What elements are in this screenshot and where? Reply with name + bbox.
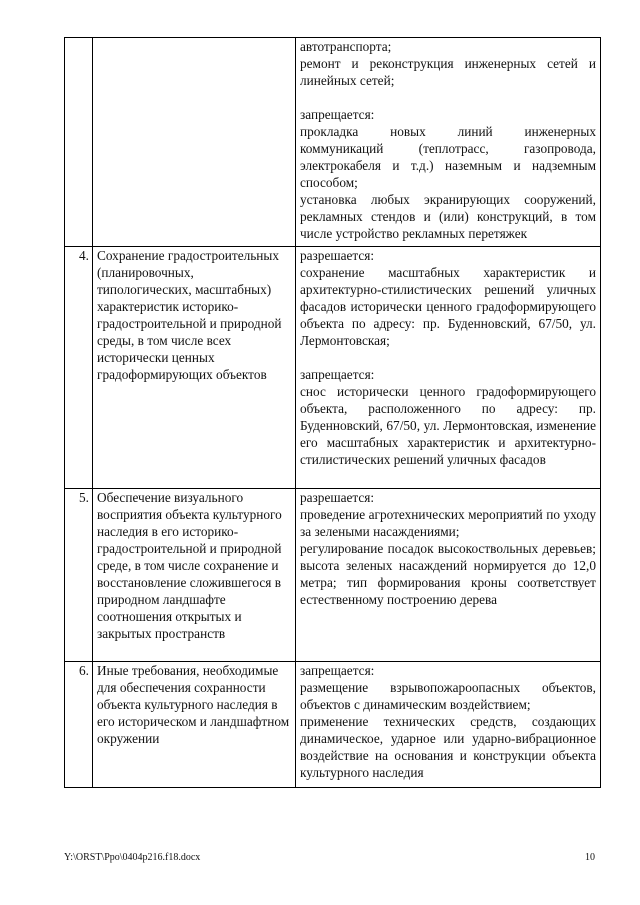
req-text: разрешается: xyxy=(300,490,375,505)
row-name: Сохранение градостроительных (планировочных, типологических, масштабных) характеристик историко-градостроительной и природной среды, в том числе всех исторически ценных градоформирующих объектов xyxy=(93,247,296,489)
requirements-table xyxy=(64,37,601,788)
table-row xyxy=(65,662,601,788)
req-text: снос исторически ценного градоформирующего объекта, расположенного по адресу: пр. Буденновский, 67/50, ул. Лермонтовская, изменение его масштабных характеристик и архитектурно-стилистических решений уличных фасадов xyxy=(300,384,596,467)
req-text: запрещается: xyxy=(300,663,375,678)
row-name: Обеспечение визуального восприятия объекта культурного наследия в его историко-градостроительной и природной среде, в том числе сохранение и восстановление сложившегося в природном ландшафте соотношения открытых и закрытых пространств xyxy=(93,489,296,662)
req-spacer xyxy=(300,89,596,106)
table-row xyxy=(65,38,601,247)
row-number: 6. xyxy=(65,662,93,788)
row-requirements xyxy=(296,489,601,662)
req-spacer xyxy=(300,349,596,366)
req-text: запрещается: xyxy=(300,107,375,122)
req-text: применение технических средств, создающих динамическое, ударное или ударно-вибрационное воздействие на основания и конструкции объекта культурного наследия xyxy=(300,714,596,780)
row-name xyxy=(93,38,296,247)
table-row xyxy=(65,489,601,662)
req-text: проведение агротехнических мероприятий по уходу за зелеными насаждениями; xyxy=(300,507,596,539)
req-text: автотранспорта; xyxy=(300,39,392,54)
row-requirements xyxy=(296,38,601,247)
row-number: 4. xyxy=(65,247,93,489)
req-text: установка любых экранирующих сооружений, рекламных стендов и (или) конструкций, в том числе устройство рекламных перетяжек xyxy=(300,192,596,241)
requirements-table-body xyxy=(65,38,601,788)
row-requirements xyxy=(296,247,601,489)
req-text: регулирование посадок высокоствольных деревьев; высота зеленых насаждений нормируется до 12,0 метра; тип формирования кроны соответствует естественному построению дерева xyxy=(300,541,596,607)
req-text: разрешается: xyxy=(300,248,375,263)
row-number xyxy=(65,38,93,247)
footer-file-path: Y:\ORST\Ppo\0404p216.f18.docx xyxy=(64,852,201,863)
req-text: запрещается: xyxy=(300,367,375,382)
req-text: ремонт и реконструкция инженерных сетей и линейных сетей; xyxy=(300,56,596,88)
row-requirements xyxy=(296,662,601,788)
table-row xyxy=(65,247,601,489)
footer-page-number: 10 xyxy=(585,852,595,863)
row-number: 5. xyxy=(65,489,93,662)
req-text: размещение взрывопожароопасных объектов, объектов с динамическим воздействием; xyxy=(300,680,596,712)
req-text: прокладка новых линий инженерных коммуникаций (теплотрасс, газопровода, электрокабеля и т.д.) наземным и надземным способом; xyxy=(300,124,596,190)
row-name: Иные требования, необходимые для обеспечения сохранности объекта культурного наследия в его историческом и ландшафтном окружении xyxy=(93,662,296,788)
req-text: сохранение масштабных характеристик и архитектурно-стилистических решений уличных фасадов исторически ценного градоформирующего объекта по адресу: пр. Буденновский, 67/50, ул. Лермонтовская; xyxy=(300,265,596,348)
